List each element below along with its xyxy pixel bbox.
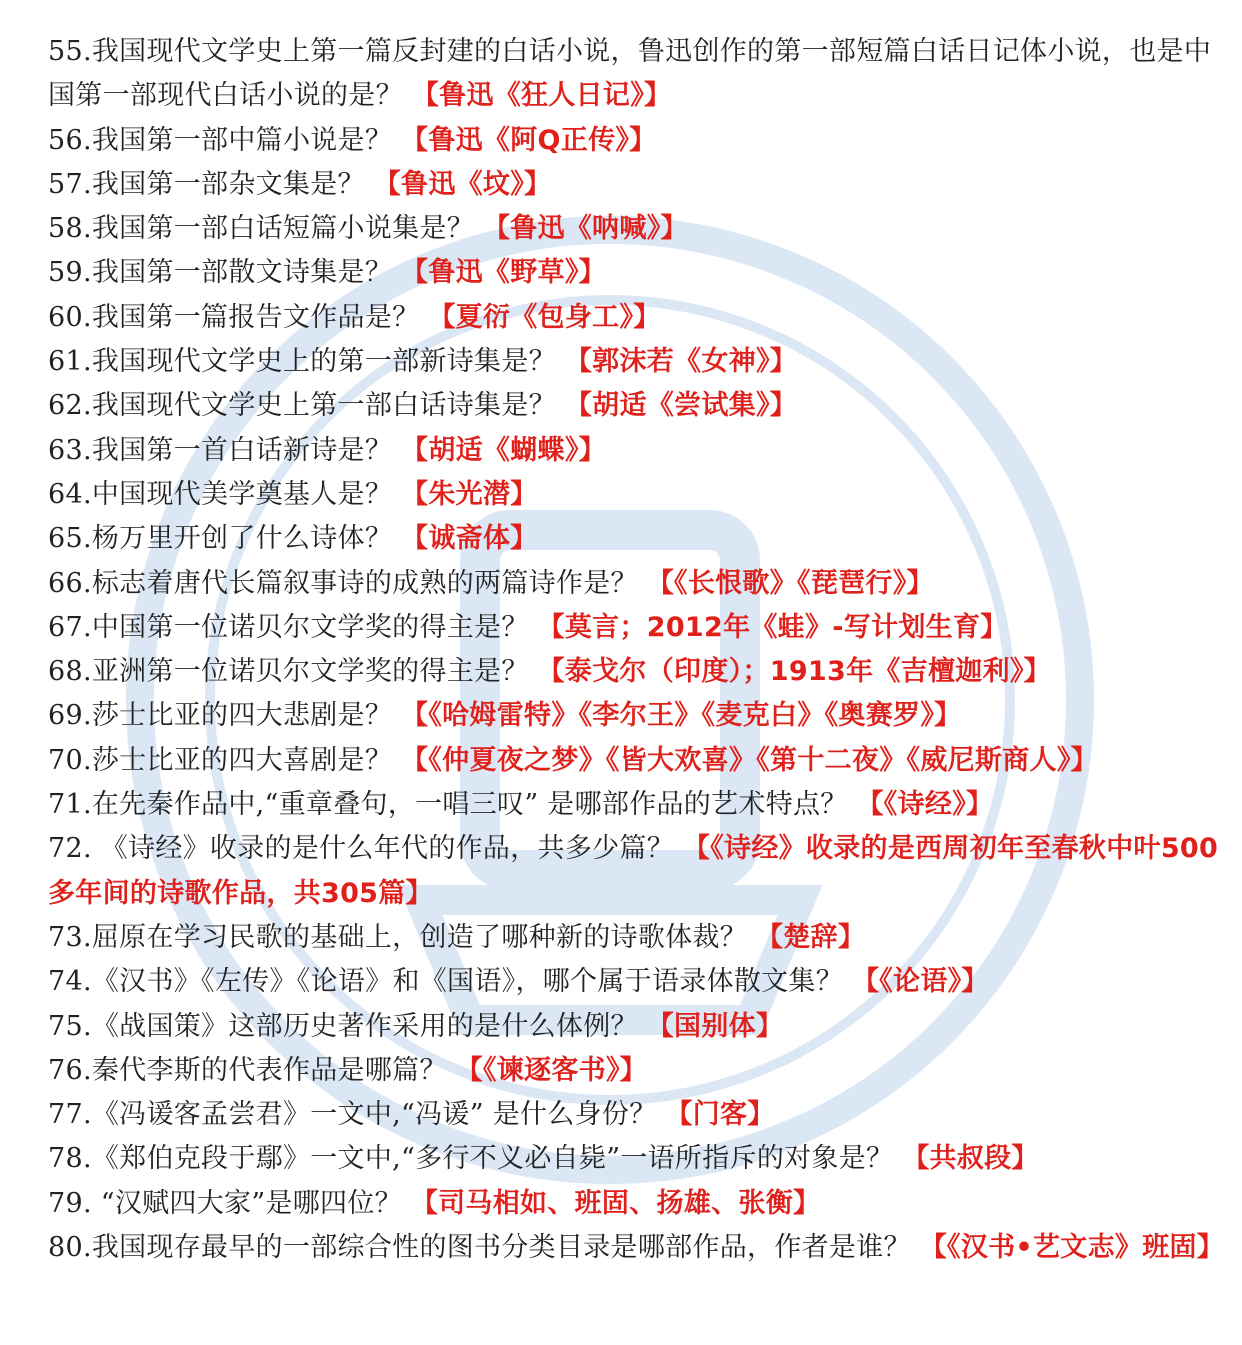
qa-item xyxy=(48,562,1228,606)
question-text: 64.中国现代美学奠基人是？ xyxy=(48,478,393,510)
qa-item xyxy=(48,960,1228,1004)
qa-item xyxy=(48,739,1228,783)
question-text: 57.我国第一部杂文集是？ xyxy=(48,168,365,200)
qa-item xyxy=(48,517,1228,561)
answer-text: 【胡适《蝴蝶》】 xyxy=(401,434,606,466)
question-text: 69.莎士比亚的四大悲剧是？ xyxy=(48,700,393,732)
qa-item xyxy=(48,340,1228,384)
question-text: 56.我国第一部中篇小说是？ xyxy=(48,124,393,156)
question-text: 72. 《诗经》收录的是什么年代的作品，共多少篇？ xyxy=(48,833,675,865)
answer-text: 【《仲夏夜之梦》《皆大欢喜》《第十二夜》《威尼斯商人》】 xyxy=(401,744,1098,776)
answer-text: 【泰戈尔（印度）；1913年《吉檀迦利》】 xyxy=(537,656,1051,688)
answer-text: 【胡适《尝试集》】 xyxy=(564,390,798,422)
answer-text: 【夏衍《包身工》】 xyxy=(428,301,661,333)
qa-item xyxy=(48,827,1228,916)
answer-text: 【诚斋体】 xyxy=(401,523,538,555)
qa-list xyxy=(48,30,1228,1270)
answer-text: 【门客】 xyxy=(665,1099,775,1131)
qa-item xyxy=(48,1226,1228,1270)
question-text: 70.莎士比亚的四大喜剧是？ xyxy=(48,744,393,776)
qa-item xyxy=(48,296,1228,340)
answer-text: 【朱光潜】 xyxy=(401,478,538,510)
question-text: 75.《战国策》这部历史著作采用的是什么体例？ xyxy=(48,1010,638,1042)
answer-text: 【莫言；2012年《蛙》-写计划生育】 xyxy=(537,611,1008,643)
answer-text: 【楚辞】 xyxy=(755,921,866,953)
answer-text: 【郭沫若《女神》】 xyxy=(564,346,798,378)
answer-text: 【鲁迅《阿Q正传》】 xyxy=(401,124,657,156)
question-text: 73.屈原在学习民歌的基础上，创造了哪种新的诗歌体裁？ xyxy=(48,921,748,953)
question-text: 66.标志着唐代长篇叙事诗的成熟的两篇诗作是？ xyxy=(48,567,638,599)
answer-text: 【《谏逐客书》】 xyxy=(455,1054,648,1086)
question-text: 62.我国现代文学史上第一部白话诗集是？ xyxy=(48,390,556,422)
qa-item xyxy=(48,429,1228,473)
answer-text: 【《诗经》收录的是西周初年至春秋中叶500多年间的诗歌作品，共305篇】 xyxy=(48,833,1219,909)
answer-text: 【司马相如、班固、扬雄、张衡】 xyxy=(410,1187,821,1219)
answer-text: 【《长恨歌》《琵琶行》】 xyxy=(646,567,934,599)
answer-text: 【鲁迅《坟》】 xyxy=(373,168,552,200)
answer-text: 【《哈姆雷特》《李尔王》《麦克白》《奥赛罗》】 xyxy=(401,700,962,732)
question-text: 76.秦代李斯的代表作品是哪篇？ xyxy=(48,1054,447,1086)
question-text: 71.在先秦作品中,“重章叠句，一唱三叹” 是哪部作品的艺术特点？ xyxy=(48,789,848,821)
qa-item xyxy=(48,119,1228,163)
question-text: 58.我国第一部白话短篇小说集是？ xyxy=(48,213,475,245)
question-text: 63.我国第一首白话新诗是？ xyxy=(48,434,393,466)
qa-item xyxy=(48,694,1228,738)
question-text: 77.《冯谖客孟尝君》一文中,“冯谖” 是什么身份？ xyxy=(48,1099,657,1131)
qa-item xyxy=(48,606,1228,650)
qa-item xyxy=(48,1093,1228,1137)
question-text: 55.我国现代文学史上第一篇反封建的白话小说，鲁迅创作的第一部短篇白话日记体小说，也是中国第一部现代白话小说的是？ xyxy=(48,36,1212,112)
question-text: 61.我国现代文学史上的第一部新诗集是？ xyxy=(48,346,556,378)
question-text: 74.《汉书》《左传》《论语》和《国语》，哪个属于语录体散文集？ xyxy=(48,966,844,998)
qa-item xyxy=(48,384,1228,428)
answer-text: 【共叔段】 xyxy=(902,1143,1039,1175)
qa-item xyxy=(48,207,1228,251)
qa-item xyxy=(48,30,1228,119)
qa-item xyxy=(48,163,1228,207)
question-text: 60.我国第一篇报告文作品是？ xyxy=(48,301,420,333)
question-text: 68.亚洲第一位诺贝尔文学奖的得主是？ xyxy=(48,656,529,688)
question-text: 78.《郑伯克段于鄢》一文中,“多行不义必自毙”一语所指斥的对象是？ xyxy=(48,1143,894,1175)
answer-text: 【鲁迅《狂人日记》】 xyxy=(411,80,672,112)
question-text: 65.杨万里开创了什么诗体？ xyxy=(48,523,393,555)
qa-item xyxy=(48,783,1228,827)
qa-item xyxy=(48,1005,1228,1049)
qa-item xyxy=(48,473,1228,517)
answer-text: 【鲁迅《野草》】 xyxy=(401,257,606,289)
question-text: 79. “汉赋四大家”是哪四位？ xyxy=(48,1187,402,1219)
answer-text: 【《汉书•艺文志》班固】 xyxy=(919,1232,1225,1264)
question-text: 80.我国现存最早的一部综合性的图书分类目录是哪部作品，作者是谁？ xyxy=(48,1232,911,1264)
answer-text: 【国别体】 xyxy=(646,1010,784,1042)
question-text: 59.我国第一部散文诗集是？ xyxy=(48,257,393,289)
qa-item xyxy=(48,251,1228,295)
qa-item xyxy=(48,1049,1228,1093)
answer-text: 【《诗经》】 xyxy=(856,789,994,821)
qa-item xyxy=(48,650,1228,694)
question-text: 67.中国第一位诺贝尔文学奖的得主是？ xyxy=(48,611,529,643)
qa-item xyxy=(48,916,1228,960)
qa-item xyxy=(48,1137,1228,1181)
answer-text: 【《论语》】 xyxy=(851,966,989,998)
qa-item xyxy=(48,1182,1228,1226)
answer-text: 【鲁迅《呐喊》】 xyxy=(482,213,688,245)
